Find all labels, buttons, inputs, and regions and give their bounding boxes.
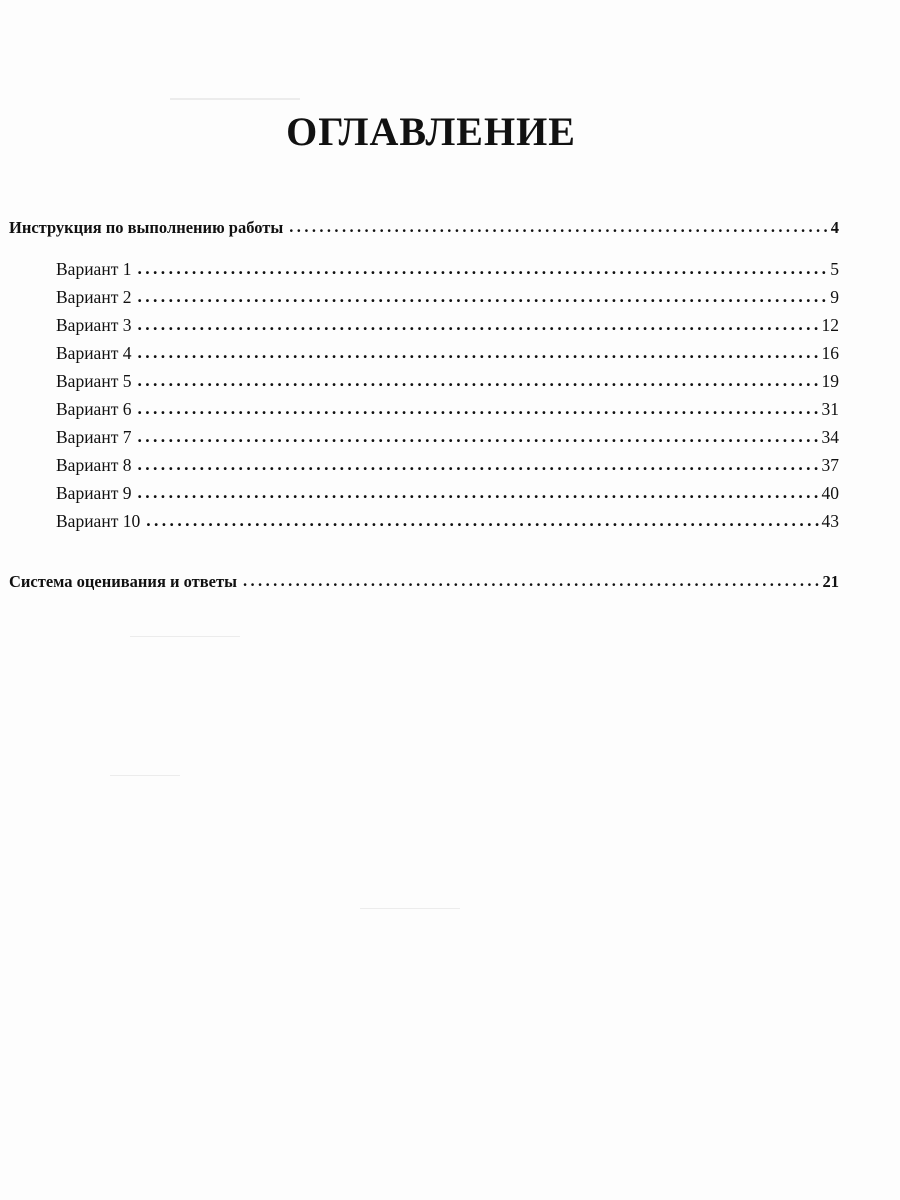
toc-entry-page: 16 (821, 343, 839, 363)
toc-entry-page: 40 (821, 483, 839, 503)
dot-leader (146, 508, 818, 532)
dot-leader (137, 424, 818, 448)
toc-entry-variant-5[interactable] (9, 369, 839, 393)
toc-entry-page: 31 (821, 399, 839, 419)
toc-entry-variant-9[interactable] (9, 481, 839, 505)
toc-entry-label: Вариант 9 (56, 483, 132, 503)
dot-leader (137, 340, 818, 364)
show-through-mark (130, 636, 240, 637)
toc-entry-label: Вариант 5 (56, 371, 132, 391)
toc-entry-label: Вариант 10 (56, 511, 141, 531)
show-through-mark (170, 98, 300, 100)
toc-entry-answers[interactable] (9, 570, 839, 594)
dot-leader (137, 480, 818, 504)
toc-entry-variant-10[interactable] (9, 509, 839, 533)
dot-leader (137, 256, 827, 280)
toc-entry-page: 5 (830, 259, 839, 279)
toc-entry-variant-8[interactable] (9, 453, 839, 477)
toc-entry-page: 19 (821, 371, 839, 391)
toc-entry-label: Вариант 3 (56, 315, 132, 335)
page-title: ОГЛАВЛЕНИЕ (286, 109, 576, 154)
toc-entry-page: 43 (821, 511, 839, 531)
toc-entry-instructions[interactable] (9, 216, 839, 240)
toc-entry-page: 34 (821, 427, 839, 447)
toc-entry-page: 37 (821, 455, 839, 475)
dot-leader (243, 569, 820, 593)
toc-entry-page: 4 (830, 218, 839, 237)
toc-entry-label: Вариант 2 (56, 287, 132, 307)
toc-entry-variant-2[interactable] (9, 285, 839, 309)
dot-leader (137, 368, 818, 392)
toc-entry-variant-4[interactable] (9, 341, 839, 365)
toc-entry-label: Инструкция по выполнению работы (9, 218, 284, 237)
dot-leader (137, 452, 818, 476)
toc-entry-page: 12 (821, 315, 839, 335)
dot-leader (289, 215, 827, 239)
dot-leader (137, 312, 818, 336)
toc-entry-variant-7[interactable] (9, 425, 839, 449)
dot-leader (137, 396, 818, 420)
show-through-mark (360, 908, 460, 909)
toc-entry-page: 21 (822, 572, 839, 591)
toc-entry-label: Вариант 1 (56, 259, 132, 279)
toc-entry-label: Вариант 7 (56, 427, 132, 447)
show-through-mark (110, 775, 180, 776)
toc-entry-label: Вариант 4 (56, 343, 132, 363)
toc-entry-variant-6[interactable] (9, 397, 839, 421)
toc-entry-label: Вариант 8 (56, 455, 132, 475)
toc-entry-label: Вариант 6 (56, 399, 132, 419)
toc-entry-variant-1[interactable] (9, 257, 839, 281)
toc-entry-page: 9 (830, 287, 839, 307)
toc-entry-variant-3[interactable] (9, 313, 839, 337)
dot-leader (137, 284, 827, 308)
toc-entry-label: Система оценивания и ответы (9, 572, 237, 591)
